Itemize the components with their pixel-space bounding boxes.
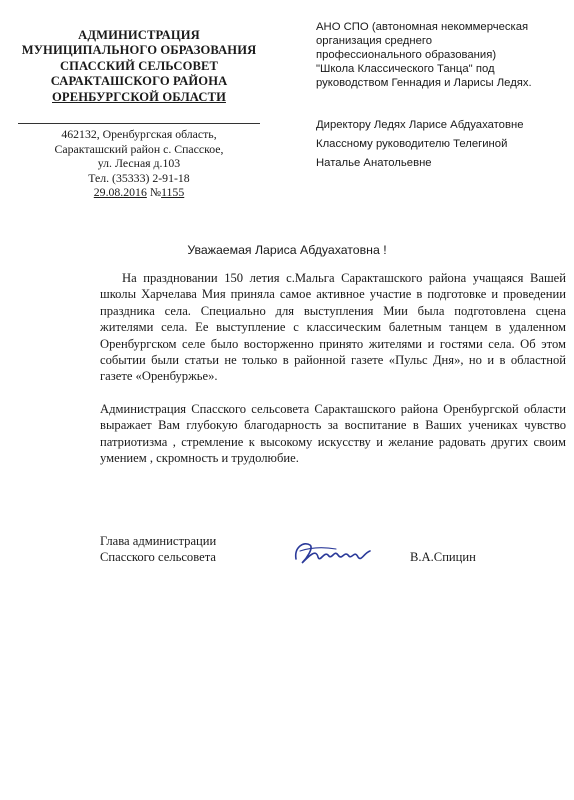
recipient-org-line: АНО СПО (автономная некоммерческая	[316, 21, 529, 33]
recipient-block	[316, 20, 566, 173]
sender-org-name	[8, 28, 270, 105]
body-paragraph: Администрация Спасского сельсовета Саракташского района Оренбургской области выражает Вам глубокую благодарность за воспитание в Ваших учениках чувство патриотизма , стремление к высокому искусству и желание радовать других своим умением , скромность и трудолюбие.	[100, 401, 566, 466]
address-line: ул. Лесная д.103	[97, 156, 181, 171]
signatory-title	[100, 533, 216, 565]
body-paragraph: На праздновании 150 летия с.Мальга Саракташского района учащаяся Вашей школы Харчелава Мия приняла самое активное участие в подготовке и проведении праздника села. Специально для выступления Мии была подготовлена сцена жителями села. Ее выступление с классическим балетным танцем в удаленном Оренбургском селе было восторженно принято жителями и гостями села. Об этом событии были статьи не только в районной газете «Пульс Дня», но и в областной газете «Оренбуржье».	[100, 271, 566, 384]
recipient-org-line: руководством Геннадия и Ларисы Ледях.	[316, 77, 532, 89]
signature-block	[100, 533, 566, 579]
signatory-title-line: Глава администрации	[100, 534, 217, 548]
signatory-name: В.А.Спицин	[410, 550, 476, 564]
letter-number: 1155	[161, 185, 185, 200]
sender-org-line: АДМИНИСТРАЦИЯ	[78, 28, 200, 42]
letter-body	[100, 270, 566, 466]
recipient-org-line: профессионального образования)	[316, 49, 497, 61]
date-number-line	[8, 185, 270, 200]
addressee-line: Наталье Анатольевне	[316, 157, 432, 169]
addressee-line: Классному руководителю Телегиной	[316, 138, 508, 150]
signatory-title-line: Спасского сельсовета	[100, 550, 216, 564]
sender-block	[8, 28, 270, 200]
addressee-line: Директору Ледях Ларисе Абдуахатовне	[316, 119, 524, 131]
sender-org-line: СПАССКИЙ СЕЛЬСОВЕТ	[59, 58, 219, 73]
recipient-addressees	[316, 116, 566, 173]
recipient-org-line: организация среднего	[316, 35, 433, 47]
sender-org-line: ОРЕНБУРГСКОЙ ОБЛАСТИ	[52, 89, 226, 104]
sender-address	[8, 127, 270, 185]
sender-divider	[18, 123, 260, 124]
number-label: №	[149, 185, 162, 200]
recipient-org-line: "Школа Классического Танца" под	[316, 63, 495, 75]
address-line: Саракташский район с. Спасское,	[54, 141, 224, 156]
letter-date: 29.08.2016	[93, 185, 147, 200]
sender-org-line: САРАКТАШСКОГО РАЙОНА	[50, 74, 228, 89]
salutation: Уважаемая Лариса Абдуахатовна !	[187, 243, 387, 257]
recipient-org	[316, 20, 566, 90]
handwritten-signature	[290, 537, 374, 571]
phone-line: Тел. (35333) 2-91-18	[88, 170, 190, 185]
sender-org-line: МУНИЦИПАЛЬНОГО ОБРАЗОВАНИЯ	[21, 43, 257, 58]
address-line: 462132, Оренбургская область,	[61, 127, 217, 142]
